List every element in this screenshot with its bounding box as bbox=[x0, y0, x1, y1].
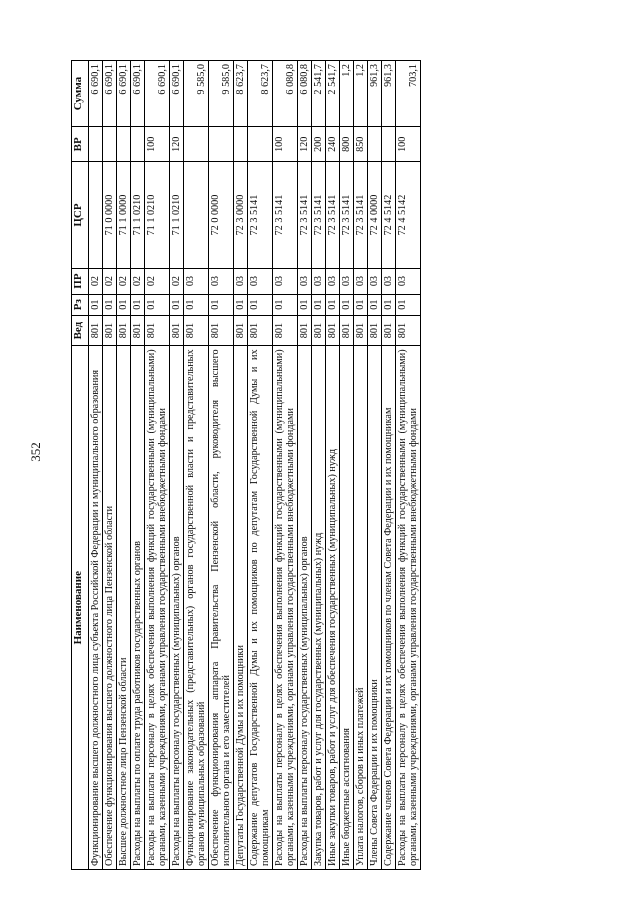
cell-name: Содержание депутатов Государственной Думы и их помощников по депутатам Государственной Думы и их помощникам bbox=[248, 346, 273, 870]
page-number: 352 bbox=[28, 442, 43, 462]
cell-pr: 02 bbox=[170, 268, 184, 294]
cell-ved: 801 bbox=[298, 315, 312, 346]
cell-rz: 01 bbox=[354, 294, 368, 315]
cell-csr: 72 4 5142 bbox=[382, 162, 396, 268]
cell-pr: 03 bbox=[340, 268, 354, 294]
cell-vr bbox=[248, 127, 273, 162]
cell-ved: 801 bbox=[89, 315, 103, 346]
cell-name: Члены Совета Федерации и их помощники bbox=[368, 346, 382, 870]
cell-sum: 9 585,0 bbox=[209, 61, 234, 127]
cell-name: Расходы на выплаты персоналу государственных (муниципальных) органов bbox=[298, 346, 312, 870]
header-sum: Сумма bbox=[72, 61, 89, 127]
cell-vr: 100 bbox=[273, 127, 298, 162]
cell-pr: 02 bbox=[145, 268, 170, 294]
cell-sum: 1,2 bbox=[340, 61, 354, 127]
cell-sum: 6 690,1 bbox=[89, 61, 103, 127]
cell-pr: 03 bbox=[184, 268, 209, 294]
cell-vr: 800 bbox=[340, 127, 354, 162]
cell-name: Уплата налогов, сборов и иных платежей bbox=[354, 346, 368, 870]
table-row bbox=[340, 61, 354, 870]
header-vr: ВР bbox=[72, 127, 89, 162]
cell-pr: 02 bbox=[117, 268, 131, 294]
cell-pr: 03 bbox=[298, 268, 312, 294]
cell-rz: 01 bbox=[145, 294, 170, 315]
header-name: Наименование bbox=[72, 346, 89, 870]
cell-vr bbox=[89, 127, 103, 162]
cell-ved: 801 bbox=[234, 315, 248, 346]
cell-csr: 72 4 5142 bbox=[396, 162, 421, 268]
table-row bbox=[145, 61, 170, 870]
cell-rz: 01 bbox=[340, 294, 354, 315]
cell-pr: 03 bbox=[396, 268, 421, 294]
cell-sum: 8 623,7 bbox=[234, 61, 248, 127]
cell-sum: 8 623,7 bbox=[248, 61, 273, 127]
cell-vr: 200 bbox=[312, 127, 326, 162]
table-row bbox=[312, 61, 326, 870]
cell-rz: 01 bbox=[184, 294, 209, 315]
cell-rz: 01 bbox=[89, 294, 103, 315]
cell-pr: 02 bbox=[103, 268, 117, 294]
header-rz: Рз bbox=[72, 294, 89, 315]
cell-pr: 03 bbox=[234, 268, 248, 294]
cell-pr: 03 bbox=[273, 268, 298, 294]
cell-pr: 03 bbox=[354, 268, 368, 294]
cell-sum: 6 690,1 bbox=[145, 61, 170, 127]
cell-sum: 961,3 bbox=[368, 61, 382, 127]
cell-vr bbox=[131, 127, 145, 162]
table-row bbox=[89, 61, 103, 870]
cell-csr: 72 3 5141 bbox=[340, 162, 354, 268]
budget-table bbox=[71, 60, 421, 870]
cell-rz: 01 bbox=[103, 294, 117, 315]
cell-vr: 100 bbox=[145, 127, 170, 162]
cell-csr bbox=[89, 162, 103, 268]
cell-sum: 6 690,1 bbox=[131, 61, 145, 127]
cell-vr bbox=[103, 127, 117, 162]
cell-rz: 01 bbox=[382, 294, 396, 315]
cell-name: Высшее должностное лицо Пензенской области bbox=[117, 346, 131, 870]
cell-csr: 72 3 5141 bbox=[326, 162, 340, 268]
cell-pr: 03 bbox=[209, 268, 234, 294]
cell-rz: 01 bbox=[273, 294, 298, 315]
cell-csr bbox=[184, 162, 209, 268]
cell-vr bbox=[368, 127, 382, 162]
cell-sum: 6 690,1 bbox=[117, 61, 131, 127]
cell-sum: 9 585,0 bbox=[184, 61, 209, 127]
cell-ved: 801 bbox=[184, 315, 209, 346]
cell-csr: 72 0 0000 bbox=[209, 162, 234, 268]
cell-csr: 71 1 0000 bbox=[117, 162, 131, 268]
cell-rz: 01 bbox=[396, 294, 421, 315]
table-row bbox=[396, 61, 421, 870]
cell-rz: 01 bbox=[312, 294, 326, 315]
cell-rz: 01 bbox=[117, 294, 131, 315]
table-row bbox=[103, 61, 117, 870]
rotated-table-container bbox=[71, 60, 579, 870]
cell-csr: 71 0 0000 bbox=[103, 162, 117, 268]
cell-ved: 801 bbox=[312, 315, 326, 346]
cell-pr: 03 bbox=[382, 268, 396, 294]
cell-vr bbox=[382, 127, 396, 162]
table-row bbox=[184, 61, 209, 870]
cell-ved: 801 bbox=[382, 315, 396, 346]
cell-pr: 02 bbox=[131, 268, 145, 294]
table-header bbox=[72, 61, 89, 870]
table-row bbox=[131, 61, 145, 870]
cell-ved: 801 bbox=[273, 315, 298, 346]
cell-sum: 1,2 bbox=[354, 61, 368, 127]
cell-name: Расходы на выплаты персоналу в целях обеспечения выполнения функций государственными (муниципальными) органами, казенными учреждениями, органами управления государственными внебюджетными фондами bbox=[145, 346, 170, 870]
cell-ved: 801 bbox=[131, 315, 145, 346]
table-row bbox=[209, 61, 234, 870]
cell-name: Функционирование законодательных (представительных) органов государственной власти и представительных органов муниципальных образований bbox=[184, 346, 209, 870]
cell-csr: 72 3 5141 bbox=[354, 162, 368, 268]
table-row bbox=[354, 61, 368, 870]
cell-rz: 01 bbox=[368, 294, 382, 315]
cell-pr: 03 bbox=[326, 268, 340, 294]
cell-name: Обеспечение функционирования высшего должностного лица Пензенской области bbox=[103, 346, 117, 870]
cell-sum: 6 080,8 bbox=[298, 61, 312, 127]
cell-ved: 801 bbox=[117, 315, 131, 346]
cell-csr: 72 3 0000 bbox=[234, 162, 248, 268]
cell-csr: 71 1 0210 bbox=[170, 162, 184, 268]
cell-vr: 850 bbox=[354, 127, 368, 162]
table-row bbox=[170, 61, 184, 870]
cell-rz: 01 bbox=[170, 294, 184, 315]
cell-ved: 801 bbox=[340, 315, 354, 346]
table-row bbox=[234, 61, 248, 870]
cell-csr: 72 3 5141 bbox=[248, 162, 273, 268]
cell-pr: 03 bbox=[248, 268, 273, 294]
cell-pr: 02 bbox=[89, 268, 103, 294]
cell-vr: 240 bbox=[326, 127, 340, 162]
cell-name: Иные бюджетные ассигнования bbox=[340, 346, 354, 870]
cell-ved: 801 bbox=[145, 315, 170, 346]
cell-ved: 801 bbox=[368, 315, 382, 346]
cell-csr: 71 1 0210 bbox=[145, 162, 170, 268]
cell-rz: 01 bbox=[326, 294, 340, 315]
cell-sum: 6 690,1 bbox=[103, 61, 117, 127]
cell-vr bbox=[117, 127, 131, 162]
cell-vr bbox=[184, 127, 209, 162]
cell-name: Расходы на выплаты персоналу в целях обеспечения выполнения функций государственными (муниципальными) органами, казенными учреждениями, органами управления государственными внебюджетными фондами bbox=[273, 346, 298, 870]
table-body bbox=[89, 61, 421, 870]
cell-name: Содержание членов Совета Федерации и их помощников по членам Совета Федерации и их помощникам bbox=[382, 346, 396, 870]
cell-sum: 6 690,1 bbox=[170, 61, 184, 127]
cell-sum: 6 080,8 bbox=[273, 61, 298, 127]
cell-pr: 03 bbox=[312, 268, 326, 294]
cell-csr: 72 4 0000 bbox=[368, 162, 382, 268]
cell-sum: 703,1 bbox=[396, 61, 421, 127]
header-pr: ПР bbox=[72, 268, 89, 294]
table-row bbox=[248, 61, 273, 870]
cell-ved: 801 bbox=[396, 315, 421, 346]
cell-pr: 03 bbox=[368, 268, 382, 294]
cell-ved: 801 bbox=[103, 315, 117, 346]
cell-ved: 801 bbox=[354, 315, 368, 346]
cell-csr: 71 1 0210 bbox=[131, 162, 145, 268]
cell-csr: 72 3 5141 bbox=[298, 162, 312, 268]
cell-rz: 01 bbox=[298, 294, 312, 315]
cell-ved: 801 bbox=[326, 315, 340, 346]
cell-rz: 01 bbox=[209, 294, 234, 315]
cell-name: Депутаты Государственной Думы и их помощники bbox=[234, 346, 248, 870]
cell-ved: 801 bbox=[209, 315, 234, 346]
cell-rz: 01 bbox=[131, 294, 145, 315]
header-csr: ЦСР bbox=[72, 162, 89, 268]
cell-ved: 801 bbox=[170, 315, 184, 346]
cell-sum: 2 541,7 bbox=[312, 61, 326, 127]
cell-sum: 2 541,7 bbox=[326, 61, 340, 127]
cell-csr: 72 3 5141 bbox=[273, 162, 298, 268]
cell-rz: 01 bbox=[248, 294, 273, 315]
cell-name: Расходы на выплаты персоналу в целях обеспечения выполнения функций государственными (муниципальными) органами, казенными учреждениями, органами управления государственными внебюджетными фондами bbox=[396, 346, 421, 870]
table-row bbox=[117, 61, 131, 870]
cell-vr bbox=[234, 127, 248, 162]
cell-name: Расходы на выплаты персоналу государственных (муниципальных) органов bbox=[170, 346, 184, 870]
header-row bbox=[72, 61, 89, 870]
cell-vr: 100 bbox=[396, 127, 421, 162]
cell-name: Функционирование высшего должностного лица субъекта Российской Федерации и муниципального образования bbox=[89, 346, 103, 870]
cell-name: Расходы на выплаты по оплате труда работников государственных органов bbox=[131, 346, 145, 870]
table-row bbox=[273, 61, 298, 870]
table-row bbox=[326, 61, 340, 870]
cell-name: Закупка товаров, работ и услуг для государственных (муниципальных) нужд bbox=[312, 346, 326, 870]
cell-name: Иные закупки товаров, работ и услуг для обеспечения государственных (муниципальных) нужд bbox=[326, 346, 340, 870]
cell-vr: 120 bbox=[170, 127, 184, 162]
cell-rz: 01 bbox=[234, 294, 248, 315]
cell-vr: 120 bbox=[298, 127, 312, 162]
cell-ved: 801 bbox=[248, 315, 273, 346]
cell-csr: 72 3 5141 bbox=[312, 162, 326, 268]
table-row bbox=[382, 61, 396, 870]
cell-vr bbox=[209, 127, 234, 162]
cell-name: Обеспечение функционирования аппарата Правительства Пензенской области, руководителя высшего исполнительного органа и его заместителей bbox=[209, 346, 234, 870]
table-row bbox=[368, 61, 382, 870]
header-ved: Вед bbox=[72, 315, 89, 346]
cell-sum: 961,3 bbox=[382, 61, 396, 127]
table-row bbox=[298, 61, 312, 870]
